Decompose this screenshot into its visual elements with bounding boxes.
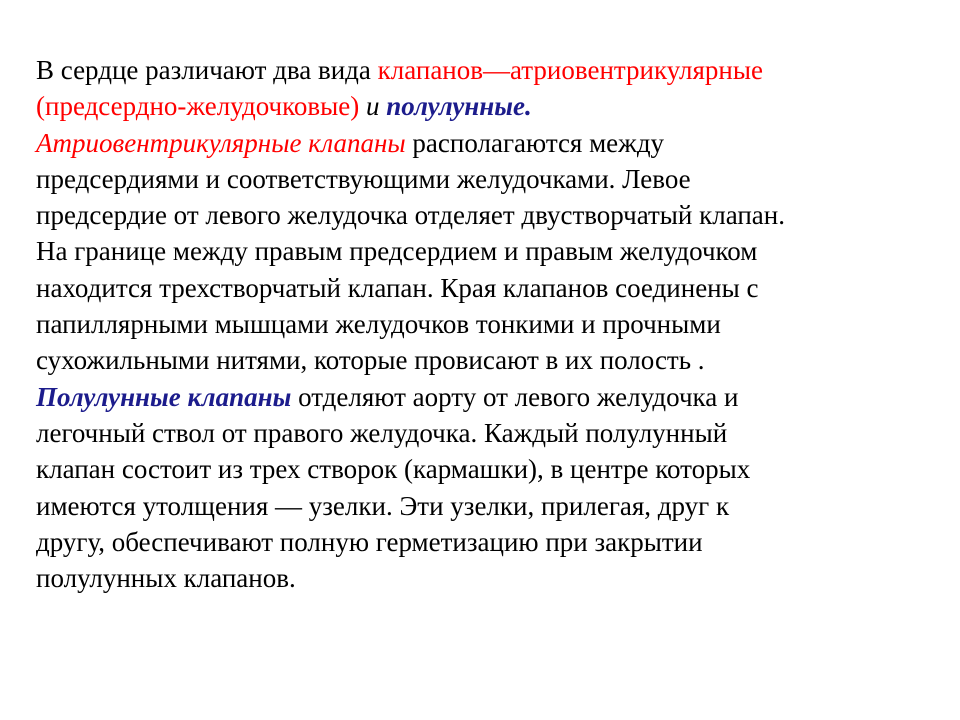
- text-run: отделяют аорту от левого желудочка и: [291, 381, 739, 412]
- text-line-1: [36, 52, 936, 88]
- text-line-14: другу, обеспечивают полную герметизацию при закрытии: [36, 526, 703, 557]
- highlight-semilunar: полулунные.: [386, 91, 532, 122]
- text-run: располагаются между: [405, 127, 665, 158]
- text-run: и: [359, 91, 387, 122]
- text-line-13: имеются утолщения — узелки. Эти узелки, прилегая, друг к: [36, 490, 730, 521]
- text-line-3: [36, 125, 936, 161]
- highlight-atrioventricular-alias: (предсердно-желудочковые): [36, 91, 360, 122]
- text-line-8: папиллярными мышцами желудочков тонкими и прочными: [36, 309, 721, 340]
- text-line-15: полулунных клапанов.: [36, 563, 296, 594]
- text-line-9: сухожильными нитями, которые провисают в их полость .: [36, 345, 705, 376]
- text-run: В сердце различают два вида: [36, 55, 378, 85]
- text-line-5: предсердие от левого желудочка отделяет двустворчатый клапан.: [36, 200, 785, 231]
- term-atrioventricular-valves: Атриовентрикулярные клапаны: [36, 127, 406, 158]
- highlight-valve-types: клапанов—атриовентрикулярные: [377, 55, 763, 85]
- text-line-2: [36, 88, 936, 124]
- term-semilunar-valves: Полулунные клапаны: [36, 381, 292, 412]
- text-line-12: клапан состоит из трех створок (кармашки), в центре которых: [36, 454, 751, 485]
- text-line-11: легочный ствол от правого желудочка. Каждый полулунный: [36, 417, 728, 448]
- text-line-6: На границе между правым предсердием и правым желудочком: [36, 236, 758, 267]
- text-line-4: предсердиями и соответствующими желудочками. Левое: [36, 163, 691, 194]
- text-line-7: находится трехстворчатый клапан. Края клапанов соединены с: [36, 272, 759, 303]
- text-line-10: [36, 379, 936, 415]
- body-paragraph: [36, 52, 936, 596]
